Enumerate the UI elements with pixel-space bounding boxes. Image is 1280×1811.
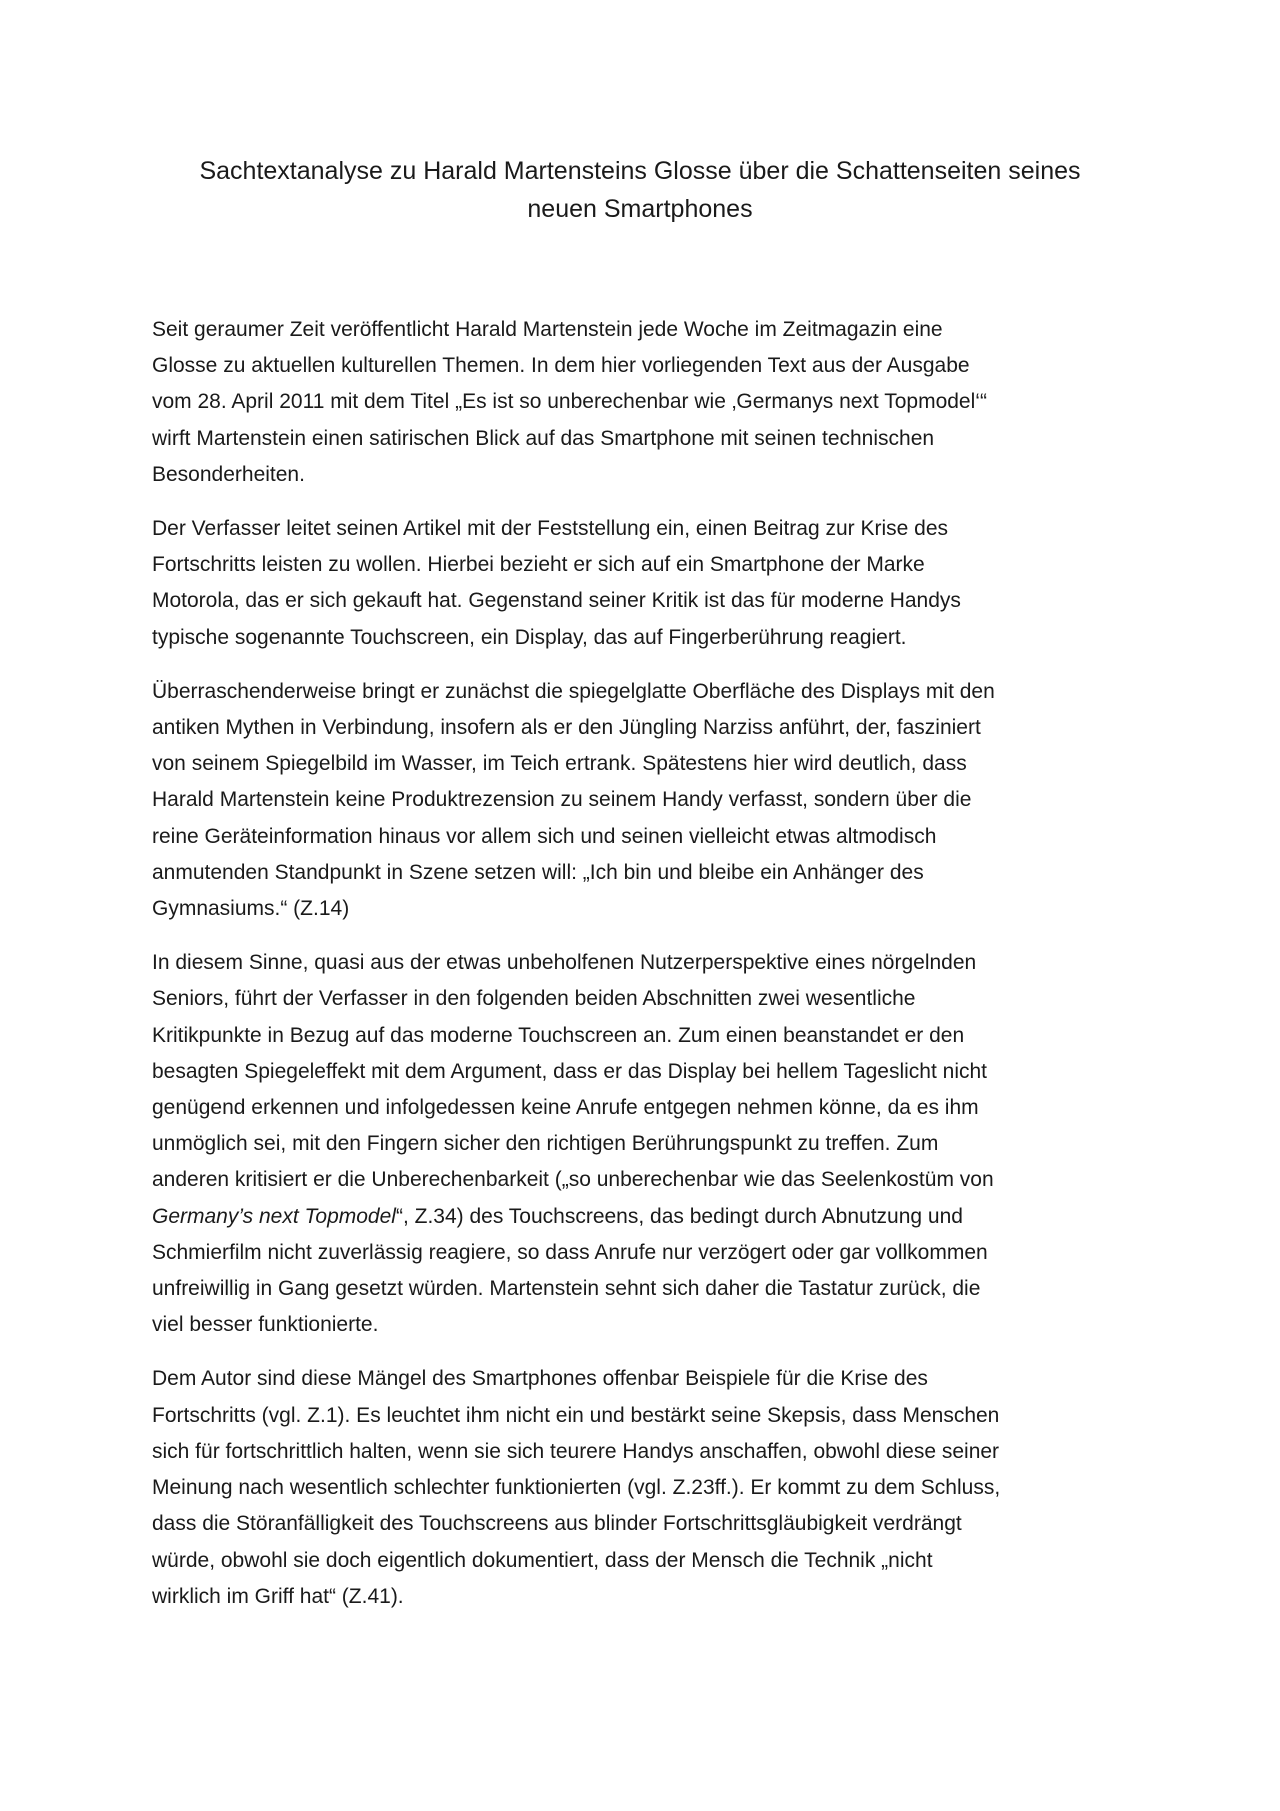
text-line: von seinem Spiegelbild im Wasser, im Teich ertrank. Spätestens hier wird deutlich, dass	[152, 752, 967, 776]
text-line: antiken Mythen in Verbindung, insofern als er den Jüngling Narziss anführt, der, fasziniert	[152, 716, 981, 740]
text-line: sich für fortschrittlich halten, wenn sie sich teurere Handys anschaffen, obwohl diese seiner	[152, 1439, 1000, 1463]
text-line: Schmierfilm nicht zuverlässig reagiere, so dass Anrufe nur verzögert oder gar vollkommen	[152, 1240, 988, 1264]
text-line: wirft Martenstein einen satirischen Blick auf das Smartphone mit seinen technischen	[152, 426, 935, 450]
text-line: Der Verfasser leitet seinen Artikel mit der Feststellung ein, einen Beitrag zur Krise des	[152, 517, 949, 541]
paragraph-critique	[152, 945, 1132, 1343]
title-line: Sachtextanalyse zu Harald Martensteins Glosse über die Schattenseiten seines	[199, 157, 1081, 185]
paragraph-intro	[152, 312, 1132, 493]
italic-title: Germany’s next Topmodel	[152, 1204, 396, 1228]
text-line-mixed	[152, 1199, 1132, 1235]
text-line: Gymnasiums.“ (Z.14)	[152, 897, 350, 921]
text-line: unfreiwillig in Gang gesetzt würden. Martenstein sehnt sich daher die Tastatur zurück, die	[152, 1277, 981, 1301]
text-line: Glosse zu aktuellen kulturellen Themen. In dem hier vorliegenden Text aus der Ausgabe	[152, 354, 970, 378]
paragraph-topic	[152, 511, 1132, 656]
text-line: Überraschenderweise bringt er zunächst die spiegelglatte Oberfläche des Displays mit den	[152, 679, 995, 703]
title-line: neuen Smartphones	[527, 195, 753, 223]
text-line: vom 28. April 2011 mit dem Titel „Es ist so unberechenbar wie ‚Germanys next Topmodel‘“	[152, 390, 987, 414]
text-line: Motorola, das er sich gekauft hat. Gegenstand seiner Kritik ist das für moderne Handys	[152, 589, 961, 613]
text-line: unmöglich sei, mit den Fingern sicher den richtigen Berührungspunkt zu treffen. Zum	[152, 1132, 939, 1156]
text-line: genügend erkennen und infolgedessen keine Anrufe entgegen nehmen könne, da es ihm	[152, 1096, 979, 1120]
text-line: Harald Martenstein keine Produktrezension zu seinem Handy verfasst, sondern über die	[152, 788, 972, 812]
text-line: besagten Spiegeleffekt mit dem Argument, dass er das Display bei hellem Tageslicht nicht	[152, 1059, 988, 1083]
text-line: anderen kritisiert er die Unberechenbarkeit („so unberechenbar wie das Seelenkostüm von	[152, 1168, 994, 1192]
text-line: dass die Störanfälligkeit des Touchscreens aus blinder Fortschrittsgläubigkeit verdrängt	[152, 1512, 962, 1536]
text-line: Meinung nach wesentlich schlechter funktionierten (vgl. Z.23ff.). Er kommt zu dem Schluss,	[152, 1476, 1001, 1500]
text-line: würde, obwohl sie doch eigentlich dokumentiert, dass der Mensch die Technik „nicht	[152, 1548, 933, 1572]
text-line: viel besser funktionierte.	[152, 1313, 379, 1337]
paragraph-narziss	[152, 674, 1132, 927]
text-line: In diesem Sinne, quasi aus der etwas unbeholfenen Nutzerperspektive eines nörgelnden	[152, 951, 977, 975]
text-line: Fortschritts leisten zu wollen. Hierbei bezieht er sich auf ein Smartphone der Marke	[152, 553, 925, 577]
document-title	[140, 152, 1140, 228]
text-line: Fortschritts (vgl. Z.1). Es leuchtet ihm nicht ein und bestärkt seine Skepsis, dass Menschen	[152, 1403, 1000, 1427]
text-line: Dem Autor sind diese Mängel des Smartphones offenbar Beispiele für die Krise des	[152, 1367, 928, 1391]
text-line: wirklich im Griff hat“ (Z.41).	[152, 1584, 404, 1608]
text-line: reine Geräteinformation hinaus vor allem sich und seinen vielleicht etwas altmodisch	[152, 824, 937, 848]
text-line: Kritikpunkte in Bezug auf das moderne Touchscreen an. Zum einen beanstandet er den	[152, 1023, 965, 1047]
text-line: anmutenden Standpunkt in Szene setzen will: „Ich bin und bleibe ein Anhänger des	[152, 860, 924, 884]
document-body	[152, 312, 1132, 1633]
text-line: Seit geraumer Zeit veröffentlicht Harald Martenstein jede Woche im Zeitmagazin eine	[152, 318, 943, 341]
text-line: typische sogenannte Touchscreen, ein Display, das auf Fingerberührung reagiert.	[152, 625, 907, 649]
paragraph-conclusion	[152, 1361, 1132, 1614]
text-fragment: “, Z.34) des Touchscreens, das bedingt durch Abnutzung und	[395, 1204, 963, 1228]
text-line: Besonderheiten.	[152, 462, 305, 486]
text-line: Seniors, führt der Verfasser in den folgenden beiden Abschnitten zwei wesentliche	[152, 987, 916, 1011]
